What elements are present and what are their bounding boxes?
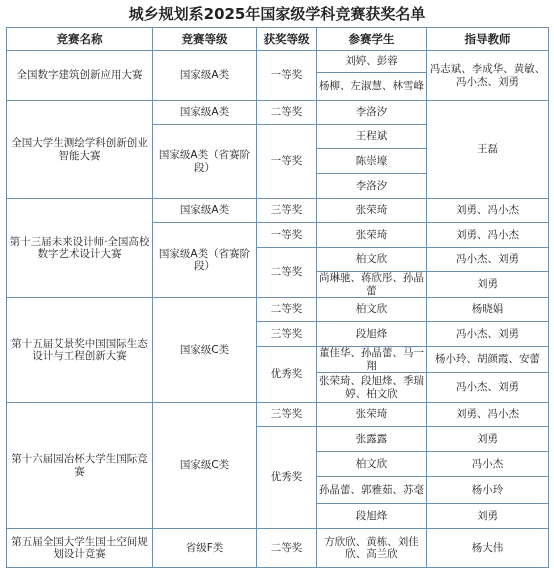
header-row (7, 28, 549, 51)
award-level: 三等奖 (257, 403, 317, 427)
teachers-cell: 冯小杰、刘勇 (427, 322, 549, 347)
table-row (7, 403, 549, 427)
students-cell: 李洛汐 (317, 174, 427, 199)
teachers-cell: 冯小杰、刘勇 (427, 373, 549, 403)
page-title: 城乡规划系2025年国家级学科竞赛获奖名单 (128, 5, 426, 23)
competition-level: 国家级A类 (153, 51, 257, 101)
teachers-cell: 刘勇、冯小杰 (427, 403, 549, 427)
header-competition-level: 竞赛等级 (153, 28, 257, 51)
students-cell: 尚琳驰、蒋欣彤、孙晶蕾 (317, 272, 427, 298)
students-cell: 王程斌 (317, 125, 427, 149)
competition-name: 第十六届园冶杯大学生国际竞赛 (7, 403, 153, 529)
header-award-level: 获奖等级 (257, 28, 317, 51)
students-cell: 陈崇壕 (317, 149, 427, 174)
award-level: 优秀奖 (257, 347, 317, 403)
award-level: 三等奖 (257, 322, 317, 347)
students-cell: 段旭烽 (317, 504, 427, 529)
header-teachers: 指导教师 (427, 28, 549, 51)
students-cell: 柏文欣 (317, 452, 427, 477)
students-cell: 张荣琦 (317, 223, 427, 248)
competition-name: 第十五届艾景奖中国国际生态设计与工程创新大赛 (7, 298, 153, 403)
award-level: 一等奖 (257, 125, 317, 199)
competition-level: 国家级A类 (153, 199, 257, 223)
awards-table (6, 27, 549, 568)
award-level: 一等奖 (257, 51, 317, 101)
students-cell: 董佳华、孙晶蕾、马一翔 (317, 347, 427, 373)
competition-name: 第十三届未来设计师·全国高校数字艺术设计大赛 (7, 199, 153, 298)
students-cell: 孙晶蕾、郭雅茹、苏毫 (317, 477, 427, 504)
teachers-cell: 刘勇 (427, 427, 549, 452)
competition-level: 国家级C类 (153, 403, 257, 529)
competition-name: 第五届全国大学生国土空间规划设计竞赛 (7, 529, 153, 568)
students-cell: 柏文欣 (317, 248, 427, 272)
teachers-cell: 刘勇、冯小杰 (427, 199, 549, 223)
teachers-cell: 杨小玲 (427, 477, 549, 504)
teachers-cell: 刘勇 (427, 272, 549, 298)
competition-level: 国家级A类（省赛阶段） (153, 125, 257, 199)
award-level: 优秀奖 (257, 427, 317, 529)
students-cell: 刘婷、彭蓉 (317, 51, 427, 73)
table-row (7, 101, 549, 125)
students-cell: 李洛汐 (317, 101, 427, 125)
teachers-cell: 王磊 (427, 101, 549, 199)
teachers-cell: 杨大伟 (427, 529, 549, 568)
award-level: 二等奖 (257, 101, 317, 125)
header-competition-name: 竞赛名称 (7, 28, 153, 51)
students-cell: 张荣琦 (317, 199, 427, 223)
teachers-cell: 杨小玲、胡颜霞、安蕾 (427, 347, 549, 373)
table-row (7, 199, 549, 223)
competition-name: 全国数字建筑创新应用大赛 (7, 51, 153, 101)
students-cell: 柏文欣 (317, 298, 427, 322)
teachers-cell: 刘勇 (427, 504, 549, 529)
table-row (7, 51, 549, 73)
competition-level: 国家级C类 (153, 298, 257, 403)
competition-level: 国家级A类 (153, 101, 257, 125)
header-students: 参赛学生 (317, 28, 427, 51)
award-level: 二等奖 (257, 248, 317, 298)
table-row (7, 529, 549, 568)
competition-name: 全国大学生测绘学科创新创业智能大赛 (7, 101, 153, 199)
competition-level: 省级F类 (153, 529, 257, 568)
teachers-cell: 刘勇、冯小杰 (427, 223, 549, 248)
teachers-cell: 杨晓娟 (427, 298, 549, 322)
award-level: 二等奖 (257, 298, 317, 322)
competition-level: 国家级A类（省赛阶段） (153, 223, 257, 298)
award-level: 一等奖 (257, 223, 317, 248)
students-cell: 张露露 (317, 427, 427, 452)
teachers-cell: 冯小杰、刘勇 (427, 248, 549, 272)
students-cell: 张荣琦 (317, 403, 427, 427)
award-level: 三等奖 (257, 199, 317, 223)
teachers-cell: 冯志斌、李成华、黄敏、冯小杰、刘勇 (427, 51, 549, 101)
students-cell: 方欣欣、黄栋、刘佳欣、高兰欣 (317, 529, 427, 568)
students-cell: 杨柳、左淑慧、林雪峰 (317, 73, 427, 101)
award-level: 二等奖 (257, 529, 317, 568)
students-cell: 张荣琦、段旭烽、季瑞婷、柏文欣 (317, 373, 427, 403)
table-row (7, 298, 549, 322)
students-cell: 段旭烽 (317, 322, 427, 347)
teachers-cell: 冯小杰 (427, 452, 549, 477)
